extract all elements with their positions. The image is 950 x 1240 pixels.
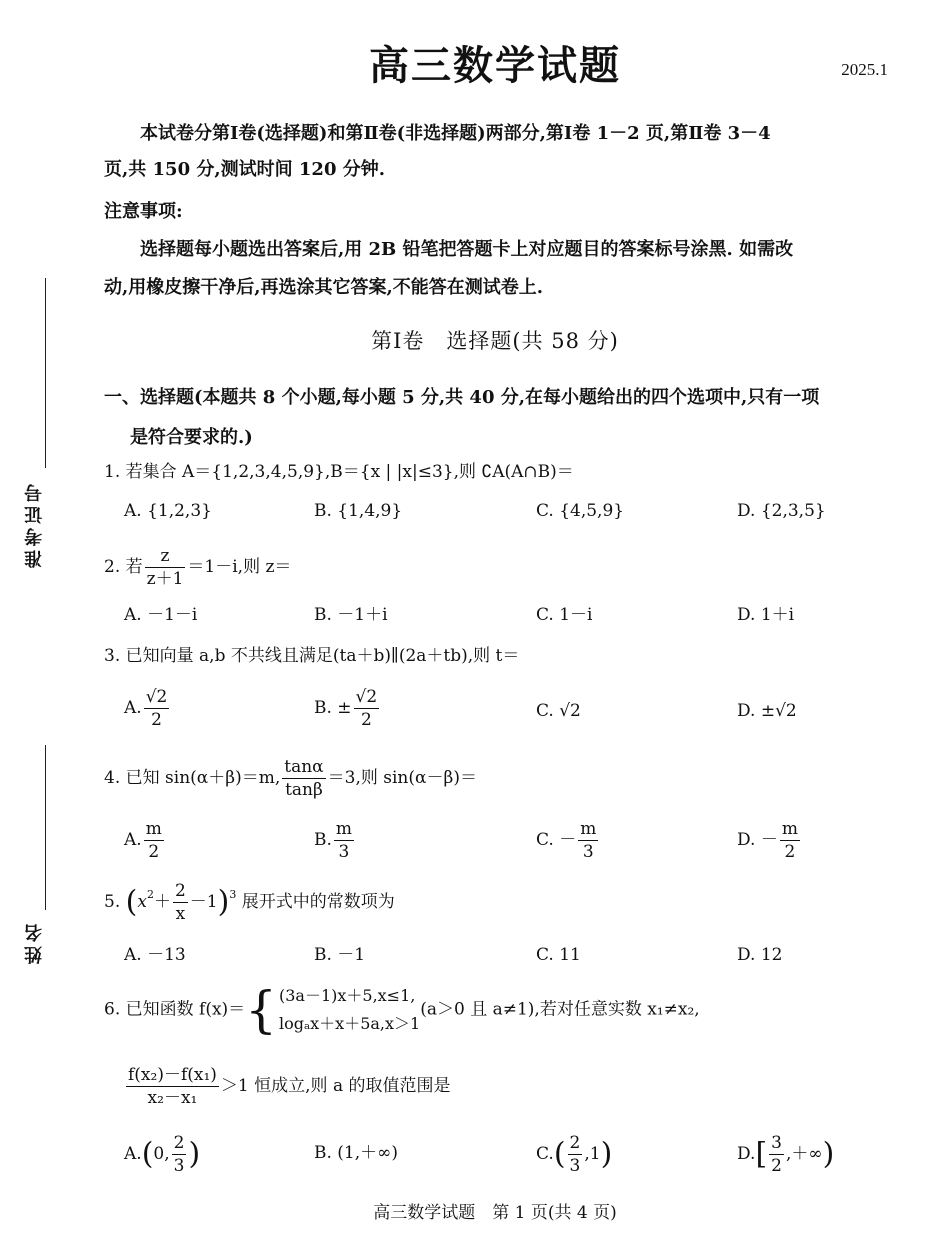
question-2-option-d: D. 1＋i (737, 605, 795, 625)
denominator: 2 (151, 710, 162, 730)
notice-line-1: 选择题每小题选出答案后,用 2B 铅笔把答题卡上对应题目的答案标号涂黑. 如需改 (140, 239, 794, 260)
exam-date: 2025.1 (841, 60, 888, 79)
variable-x: x (137, 892, 147, 912)
right-paren: ) (600, 1136, 613, 1172)
minus-one: －1 (189, 892, 218, 912)
question-4-option-a (124, 818, 166, 863)
question-4-option-d-fraction (780, 818, 800, 863)
numerator: m (781, 819, 798, 839)
question-6-suffix: (a＞0 且 a≠1),若对任意实数 x₁≠x₂, (420, 999, 700, 1020)
option-label: D. － (737, 830, 778, 850)
question-3-option-a (124, 686, 171, 731)
question-4-option-d (737, 818, 802, 863)
question-6-line-2-suffix: ＞1 恒成立,则 a 的取值范围是 (220, 1076, 451, 1096)
question-2-option-a: A. －1－i (124, 605, 198, 625)
piecewise-case-2: logₐx＋x＋5a,x＞1 (278, 1014, 421, 1033)
left-paren: ( (553, 1136, 566, 1172)
question-1-option-a: A. {1,2,3} (124, 501, 212, 521)
numerator: 2 (173, 1133, 185, 1153)
piecewise-brace: { (245, 981, 277, 1039)
option-label: C. － (536, 830, 577, 850)
question-4-option-c (536, 818, 600, 863)
page-footer: 高三数学试题 第 1 页(共 4 页) (373, 1203, 617, 1223)
denominator: 3 (173, 1156, 185, 1176)
question-5-option-d: D. 12 (737, 945, 783, 965)
intro-line-1: 本试卷分第Ⅰ卷(选择题)和第Ⅱ卷(非选择题)两部分,第Ⅰ卷 1－2 页,第Ⅱ卷 3－4 (140, 123, 771, 144)
numerator: 2 (569, 1133, 581, 1153)
right-paren: ) (822, 1136, 835, 1172)
right-paren: ) (217, 884, 230, 920)
question-6-option-a-fraction (172, 1132, 187, 1177)
denominator: x (175, 904, 186, 924)
question-2-stem (104, 545, 291, 590)
question-6-option-c (536, 1132, 612, 1177)
question-5-option-a: A. －13 (124, 945, 186, 965)
numerator: √2 (355, 687, 378, 707)
question-6-option-b: B. (1,＋∞) (314, 1143, 398, 1163)
option-label: A. (124, 698, 142, 718)
question-5-suffix: 展开式中的常数项为 (241, 892, 395, 912)
interval-right: ,＋∞ (785, 1144, 823, 1164)
left-bracket: [ (755, 1136, 768, 1172)
intro-line-2: 页,共 150 分,测试时间 120 分钟. (104, 159, 386, 180)
name-line (45, 745, 46, 910)
option-label: C. (536, 1144, 554, 1164)
denominator: 3 (582, 842, 594, 862)
interval-left: 0, (153, 1144, 170, 1164)
question-3-option-b (314, 686, 381, 731)
question-6-stem (104, 982, 700, 1038)
question-4-stem (104, 756, 477, 801)
question-5-option-b: B. －1 (314, 945, 366, 965)
denominator: 2 (771, 1156, 782, 1176)
denominator: 2 (784, 842, 796, 862)
option-label: A. (124, 830, 142, 850)
denominator: 2 (148, 842, 160, 862)
denominator: 3 (338, 842, 350, 862)
interval-right: ,1 (584, 1144, 601, 1164)
notice-line-2: 动,用橡皮擦干净后,再选涂其它答案,不能答在测试卷上. (104, 277, 544, 298)
question-5-prefix: 5. (104, 892, 121, 912)
piecewise-case-1: (3a－1)x＋5,x≤1, (278, 986, 416, 1005)
question-4-fraction (282, 756, 325, 801)
question-4-option-b (314, 818, 356, 863)
page-title: 高三数学试题 (369, 42, 621, 89)
numerator: m (145, 819, 162, 839)
question-2-denominator: z＋1 (146, 569, 184, 589)
exam-id-label: 准考证号 (24, 480, 45, 568)
numerator: 3 (771, 1133, 782, 1153)
denominator: 2 (360, 710, 372, 730)
question-4-suffix: ＝3,则 sin(α－β)＝ (327, 768, 477, 788)
question-6-option-a (124, 1132, 200, 1177)
question-2-numerator: z (145, 545, 186, 568)
name-label: 姓名 (24, 920, 45, 964)
question-3-option-b-fraction (354, 686, 380, 731)
question-6-line-2 (124, 1064, 451, 1109)
question-3-option-c: C. √2 (536, 701, 581, 721)
question-6-prefix: 6. 已知函数 f(x)＝ (104, 999, 246, 1020)
denominator: 3 (569, 1156, 581, 1176)
question-5-fraction (173, 880, 188, 925)
numerator: f(x₂)－f(x₁) (128, 1065, 217, 1085)
question-6-option-d (737, 1132, 834, 1177)
question-2-fraction (145, 545, 186, 590)
notice-heading: 注意事项: (104, 201, 183, 222)
question-6-option-c-fraction (568, 1132, 583, 1177)
numerator: tanα (284, 757, 324, 777)
question-4-prefix: 4. 已知 sin(α＋β)＝m, (104, 768, 281, 788)
question-1-option-b: B. {1,4,9} (314, 501, 403, 521)
question-4-option-a-fraction (144, 818, 164, 863)
denominator: tanβ (285, 780, 323, 800)
exam-id-line (45, 278, 46, 468)
question-5-stem (104, 880, 395, 925)
numerator: √2 (145, 687, 168, 707)
denominator: x₂－x₁ (147, 1088, 198, 1108)
left-paren: ( (125, 884, 138, 920)
part-one-heading-2: 是符合要求的.) (130, 427, 253, 448)
numerator: 2 (174, 881, 186, 901)
numerator: m (580, 819, 597, 839)
question-3-option-d: D. ±√2 (737, 701, 797, 721)
question-2-option-c: C. 1－i (536, 605, 593, 625)
option-label: B. (314, 830, 332, 850)
question-4-option-c-fraction (578, 818, 598, 863)
question-2-option-b: B. －1＋i (314, 605, 388, 625)
numerator: m (335, 819, 353, 839)
question-1-option-c: C. {4,5,9} (536, 501, 625, 521)
question-5-option-c: C. 11 (536, 945, 581, 965)
question-3-stem: 3. 已知向量 a,b 不共线且满足(ta＋b)∥(2a＋tb),则 t＝ (104, 646, 520, 666)
right-paren: ) (188, 1136, 201, 1172)
question-6-ratio (126, 1064, 219, 1109)
piecewise-cases (279, 982, 420, 1038)
left-paren: ( (141, 1136, 154, 1172)
option-label: B. ± (314, 698, 352, 718)
plus-sign: ＋ (153, 892, 171, 912)
option-label: A. (124, 1144, 142, 1164)
exponent: 2 (146, 888, 154, 901)
power: 3 (229, 888, 237, 901)
question-2-suffix: ＝1－i,则 z＝ (187, 557, 292, 577)
question-1-option-d: D. {2,3,5} (737, 501, 826, 521)
question-6-option-d-fraction (769, 1132, 784, 1177)
question-2-prefix: 2. 若 (104, 557, 143, 577)
option-label: D. (737, 1144, 756, 1164)
question-4-option-b-fraction (334, 818, 354, 863)
question-3-option-a-fraction (144, 686, 170, 731)
question-1-stem: 1. 若集合 A＝{1,2,3,4,5,9},B＝{x | |x|≤3},则 ∁A(A∩B)＝ (104, 462, 574, 482)
section-title: 第Ⅰ卷 选择题(共 58 分) (371, 329, 619, 353)
part-one-heading-1: 一、选择题(本题共 8 个小题,每小题 5 分,共 40 分,在每小题给出的四个选项中,只有一项 (104, 387, 820, 408)
